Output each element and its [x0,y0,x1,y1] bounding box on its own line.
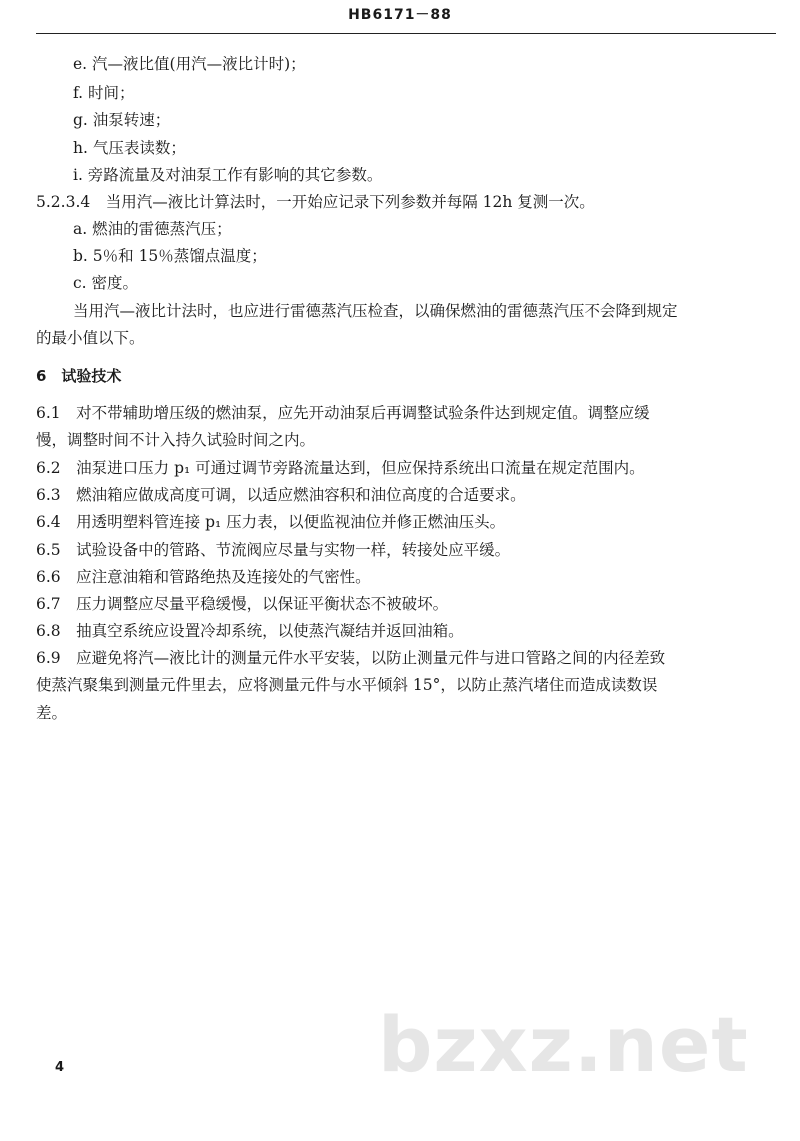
list-item-h: h. 气压表读数； [73,139,186,157]
paragraph-line-1: 当用汽—液比计法时，也应进行雷德蒸汽压检查，以确保燃油的雷德蒸汽压不会降到规定 [73,302,678,320]
list-item-a: a. 燃油的雷德蒸汽压； [73,220,232,238]
list-item-b: b. 5％和 15％蒸馏点温度； [73,247,267,265]
clause-6-8: 6.8 抽真空系统应设置冷却系统，以使蒸汽凝结并返回油箱。 [36,622,464,640]
clause-5-2-3-4: 5.2.3.4 当用汽—液比计算法时，一开始应记录下列参数并每隔 12h 复测一次。 [36,193,595,211]
standard-code: HB6171－88 [348,7,452,23]
paragraph-line-2: 的最小值以下。 [36,329,145,347]
clause-6-7: 6.7 压力调整应尽量平稳缓慢，以保证平衡状态不被破坏。 [36,595,449,613]
clause-6-9-line-1: 6.9 应避免将汽—液比计的测量元件水平安装，以防止测量元件与进口管路之间的内径差致 [36,649,666,667]
list-item-f: f. 时间； [73,84,135,102]
clause-6-2: 6.2 油泵进口压力 p₁ 可通过调节旁路流量达到，但应保持系统出口流量在规定范围内。 [36,459,645,477]
list-item-i: i. 旁路流量及对油泵工作有影响的其它参数。 [73,166,383,184]
watermark: bzxz.net [378,1000,749,1089]
clause-6-5: 6.5 试验设备中的管路、节流阀应尽量与实物一样，转接处应平缓。 [36,541,511,559]
page-number: 4 [55,1060,65,1075]
header-rule [36,33,776,34]
clause-6-4: 6.4 用透明塑料管连接 p₁ 压力表，以便监视油位并修正燃油压头。 [36,513,506,531]
clause-6-1-line-2: 慢，调整时间不计入持久试验时间之内。 [36,431,316,449]
clause-6-3: 6.3 燃油箱应做成高度可调，以适应燃油容积和油位高度的合适要求。 [36,486,526,504]
list-item-g: g. 油泵转速； [73,111,171,129]
clause-6-1-line-1: 6.1 对不带辅助增压级的燃油泵，应先开动油泵后再调整试验条件达到规定值。调整应缓 [36,404,650,422]
list-item-c: c. 密度。 [73,274,139,292]
clause-6-6: 6.6 应注意油箱和管路绝热及连接处的气密性。 [36,568,371,586]
section-6-heading: 6 试验技术 [36,367,122,385]
clause-6-9-line-2: 使蒸汽聚集到测量元件里去，应将测量元件与水平倾斜 15°，以防止蒸汽堵住而造成读数误 [36,676,658,694]
clause-6-9-line-3: 差。 [36,704,68,722]
list-item-e: e. 汽—液比值(用汽—液比计时)； [73,55,306,73]
